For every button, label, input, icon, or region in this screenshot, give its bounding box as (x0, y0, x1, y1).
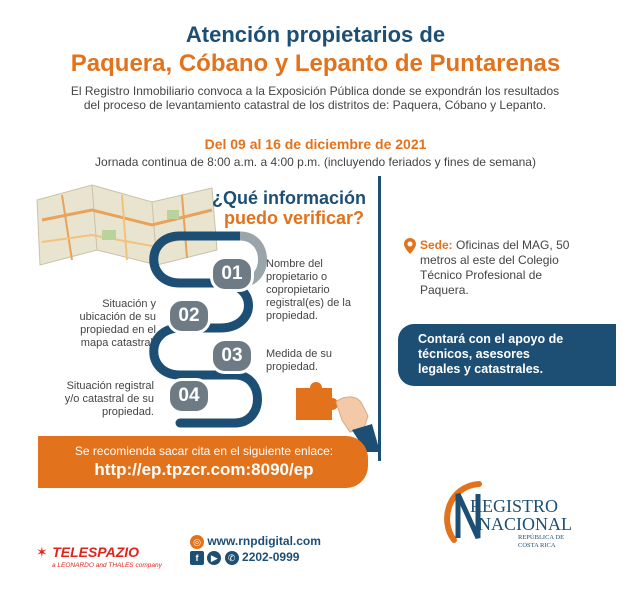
globe-icon: ◎ (190, 535, 204, 549)
cta-box (38, 436, 368, 488)
step-3-text: Medida de su propiedad. (266, 348, 333, 373)
venue-label: Sede: (420, 238, 453, 252)
venue-block (420, 238, 580, 298)
step-4-number: 04 (167, 378, 211, 414)
telespazio-logo (36, 544, 176, 569)
intro-text: El Registro Inmobiliario convoca a la Exposición Pública donde se expondrán los resultados del proceso de levantamiento catastral de los distritos de: Paquera, Cóbano y Lepanto. (70, 84, 560, 112)
facebook-icon[interactable]: f (190, 551, 204, 565)
step-4-text: Situación registral y/o catastral de su propiedad. (64, 380, 154, 418)
venue-text: Oficinas del MAG, 50 metros al este del Colegio Técnico Profesional de Paquera. (420, 238, 570, 297)
vertical-divider (378, 176, 381, 461)
website-link[interactable]: www.rnpdigital.com (207, 534, 321, 548)
step-2-text: Situación y ubicación de su propiedad en el mapa catastral. (79, 298, 156, 349)
social-phone-row (190, 550, 299, 565)
location-pin-icon (404, 238, 416, 254)
step-1-number: 01 (210, 256, 254, 292)
step-3-number: 03 (210, 338, 254, 374)
hours-text: Jornada continua de 8:00 a.m. a 4:00 p.m. (incluyendo feriados y fines de semana) (95, 155, 536, 169)
cta-link[interactable]: http://ep.tpzcr.com:8090/ep (94, 460, 314, 479)
website-row (190, 534, 321, 549)
question-line2: puedo verificar? (224, 208, 365, 228)
support-box (398, 324, 616, 386)
date-range: Del 09 al 16 de diciembre de 2021 (204, 136, 427, 152)
step-2-number: 02 (167, 298, 211, 334)
registro-sub: REPÚBLICA DE COSTA RICA (518, 534, 565, 549)
youtube-icon[interactable]: ▶ (207, 551, 221, 565)
phone-number: 2202-0999 (242, 550, 300, 564)
phone-icon: ✆ (225, 551, 239, 565)
registro-line2: NACIONAL (478, 514, 572, 534)
question-line1: ¿Qué información (212, 188, 367, 208)
header-line1: Atención propietarios de (185, 22, 446, 47)
step-1-text: Nombre del propietario o copropietario registral(es) de la propiedad. (266, 258, 351, 322)
registro-line1: REGISTRO (470, 496, 559, 516)
telespazio-sub: a LEONARDO and THALES company (52, 562, 162, 569)
telespazio-star-icon: ✶ (36, 544, 48, 560)
support-text: Contará con el apoyo de técnicos, asesores legales y catastrales. (418, 332, 564, 376)
telespazio-name: TELESPAZIO (52, 544, 140, 560)
cta-text: Se recomienda sacar cita en el siguiente enlace: (74, 444, 334, 458)
header-line2: Paquera, Cóbano y Lepanto de Puntarenas (70, 50, 561, 77)
